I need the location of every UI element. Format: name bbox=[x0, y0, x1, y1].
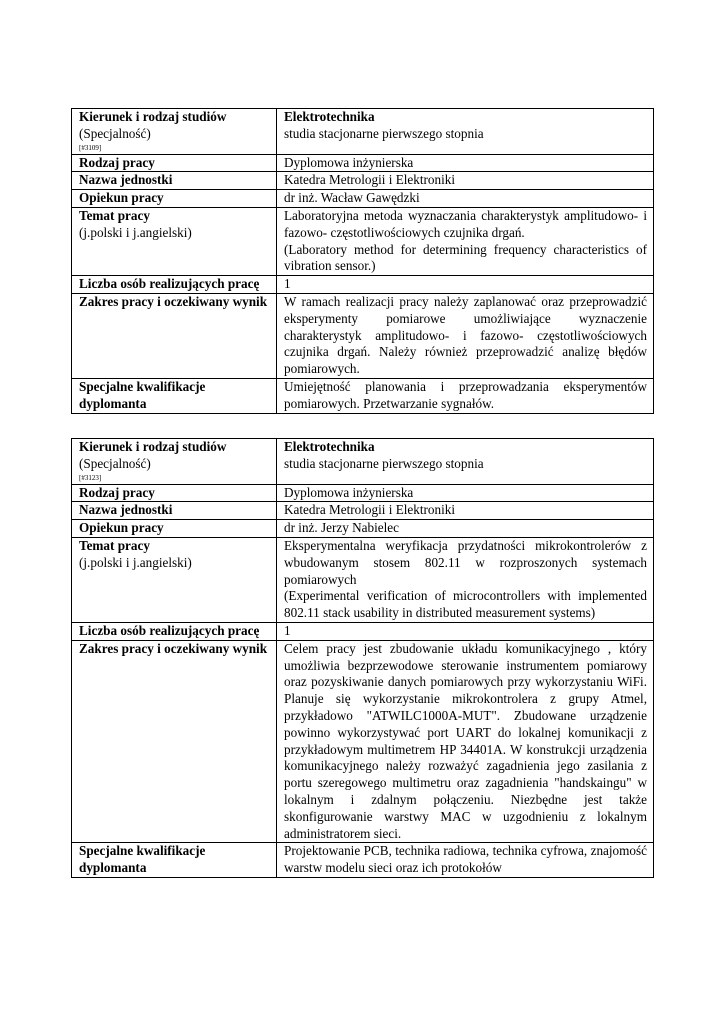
thesis-id: [#3123] bbox=[79, 473, 102, 482]
label-kwalifikacje: Specjalne kwalifikacje dyplomanta bbox=[72, 378, 277, 413]
value-rodzaj: Dyplomowa inżynierska bbox=[277, 484, 654, 502]
row-rodzaj bbox=[72, 154, 654, 172]
label-opiekun: Opiekun pracy bbox=[72, 520, 277, 538]
label-temat: Temat pracy bbox=[79, 537, 150, 553]
value-kierunek: Elektrotechnika bbox=[284, 109, 375, 124]
row-liczba bbox=[72, 276, 654, 294]
label-kwalifikacje: Specjalne kwalifikacje dyplomanta bbox=[72, 843, 277, 878]
label-kierunek: Kierunek i rodzaj studiów bbox=[79, 109, 227, 124]
thesis-card-3109 bbox=[71, 108, 654, 414]
label-specjalnosc: (Specjalność) bbox=[79, 455, 151, 471]
label-jednostka: Nazwa jednostki bbox=[72, 502, 277, 520]
value-opiekun: dr inż. Jerzy Nabielec bbox=[277, 520, 654, 538]
row-kierunek bbox=[72, 439, 654, 485]
value-temat-en: (Laboratory method for determining frequency characteristics of vibration sensor.) bbox=[284, 241, 647, 274]
row-kwalifikacje bbox=[72, 843, 654, 878]
value-studia: studia stacjonarne pierwszego stopnia bbox=[284, 125, 484, 141]
value-rodzaj: Dyplomowa inżynierska bbox=[277, 154, 654, 172]
value-kierunek: Elektrotechnika bbox=[284, 439, 375, 454]
value-jednostka: Katedra Metrologii i Elektroniki bbox=[277, 172, 654, 190]
label-opiekun: Opiekun pracy bbox=[72, 190, 277, 208]
label-specjalnosc: (Specjalność) bbox=[79, 125, 151, 141]
label-temat-sub: (j.polski i j.angielski) bbox=[79, 554, 192, 570]
label-zakres: Zakres pracy i oczekiwany wynik bbox=[72, 640, 277, 843]
value-kwalifikacje: Umiejętność planowania i przeprowadzania eksperymentów pomiarowych. Przetwarzanie sygnałów. bbox=[277, 378, 654, 413]
value-zakres: W ramach realizacji pracy należy zaplanować oraz przeprowadzić eksperymenty pomiarowe umożliwiające wyznaczenie charakterystyk amplitudowo- i fazowo- częstotliwościowych czujnika drgań. Należy również przeprowadzić analizę błędów pomiarowych. bbox=[277, 293, 654, 378]
row-opiekun bbox=[72, 190, 654, 208]
label-jednostka: Nazwa jednostki bbox=[72, 172, 277, 190]
label-temat-sub: (j.polski i j.angielski) bbox=[79, 224, 192, 240]
value-liczba: 1 bbox=[277, 622, 654, 640]
thesis-card-3123 bbox=[71, 438, 654, 878]
row-zakres bbox=[72, 293, 654, 378]
value-kwalifikacje: Projektowanie PCB, technika radiowa, technika cyfrowa, znajomość warstw modelu sieci oraz ich protokołów bbox=[277, 843, 654, 878]
value-opiekun: dr inż. Wacław Gawędzki bbox=[277, 190, 654, 208]
row-opiekun bbox=[72, 520, 654, 538]
value-jednostka: Katedra Metrologii i Elektroniki bbox=[277, 502, 654, 520]
row-liczba bbox=[72, 622, 654, 640]
row-temat bbox=[72, 537, 654, 622]
label-zakres: Zakres pracy i oczekiwany wynik bbox=[72, 293, 277, 378]
label-liczba: Liczba osób realizujących pracę bbox=[72, 276, 277, 294]
row-kwalifikacje bbox=[72, 378, 654, 413]
value-liczba: 1 bbox=[277, 276, 654, 294]
label-liczba: Liczba osób realizujących pracę bbox=[72, 622, 277, 640]
value-studia: studia stacjonarne pierwszego stopnia bbox=[284, 455, 484, 471]
thesis-id: [#3109] bbox=[79, 143, 102, 152]
value-temat-pl: Laboratoryjna metoda wyznaczania charakterystyk amplitudowo- i fazowo- częstotliwościowych czujnika drgań. bbox=[284, 207, 647, 240]
value-temat-en: (Experimental verification of microcontrollers with implemented 802.11 stack usability in distributed measurement systems) bbox=[284, 588, 647, 621]
label-rodzaj: Rodzaj pracy bbox=[72, 484, 277, 502]
row-temat bbox=[72, 207, 654, 275]
row-zakres bbox=[72, 640, 654, 843]
label-rodzaj: Rodzaj pracy bbox=[72, 154, 277, 172]
value-zakres: Celem pracy jest zbudowanie układu komunikacyjnego , który umożliwia bezprzewodowe sterowanie instrumentem pomiarowy oraz pozyskiwanie danych pomiarowych przy wykorzystaniu WiFi. Planuje się wykorzystanie mikrokontrolera z grupy Atmel, przykładowo "ATWILC1000A-MUT". Zbudowane urządzenie powinno wykorzystywać port UART do lokalnej komunikacji z przykładowym multimetrem HP 34401A. W konstrukcji urządzenia komunikacyjnego należy rozważyć zagadnienia jego zasilania z portu szeregowego multimetru oraz zagadnienia "handskaingu" w lokalnym i zdalnym połączeniu. Niezbędne jest także skonfigurowanie warstwy MAC w uzgodnieniu z lokalnym administratorem sieci. bbox=[277, 640, 654, 843]
label-kierunek: Kierunek i rodzaj studiów bbox=[79, 439, 227, 454]
row-kierunek bbox=[72, 109, 654, 155]
row-rodzaj bbox=[72, 484, 654, 502]
value-temat-pl: Eksperymentalna weryfikacja przydatności mikrokontrolerów z wbudowanym stosem 802.11 w rozproszonych systemach pomiarowych bbox=[284, 537, 647, 587]
label-temat: Temat pracy bbox=[79, 207, 150, 223]
row-jednostka bbox=[72, 502, 654, 520]
row-jednostka bbox=[72, 172, 654, 190]
